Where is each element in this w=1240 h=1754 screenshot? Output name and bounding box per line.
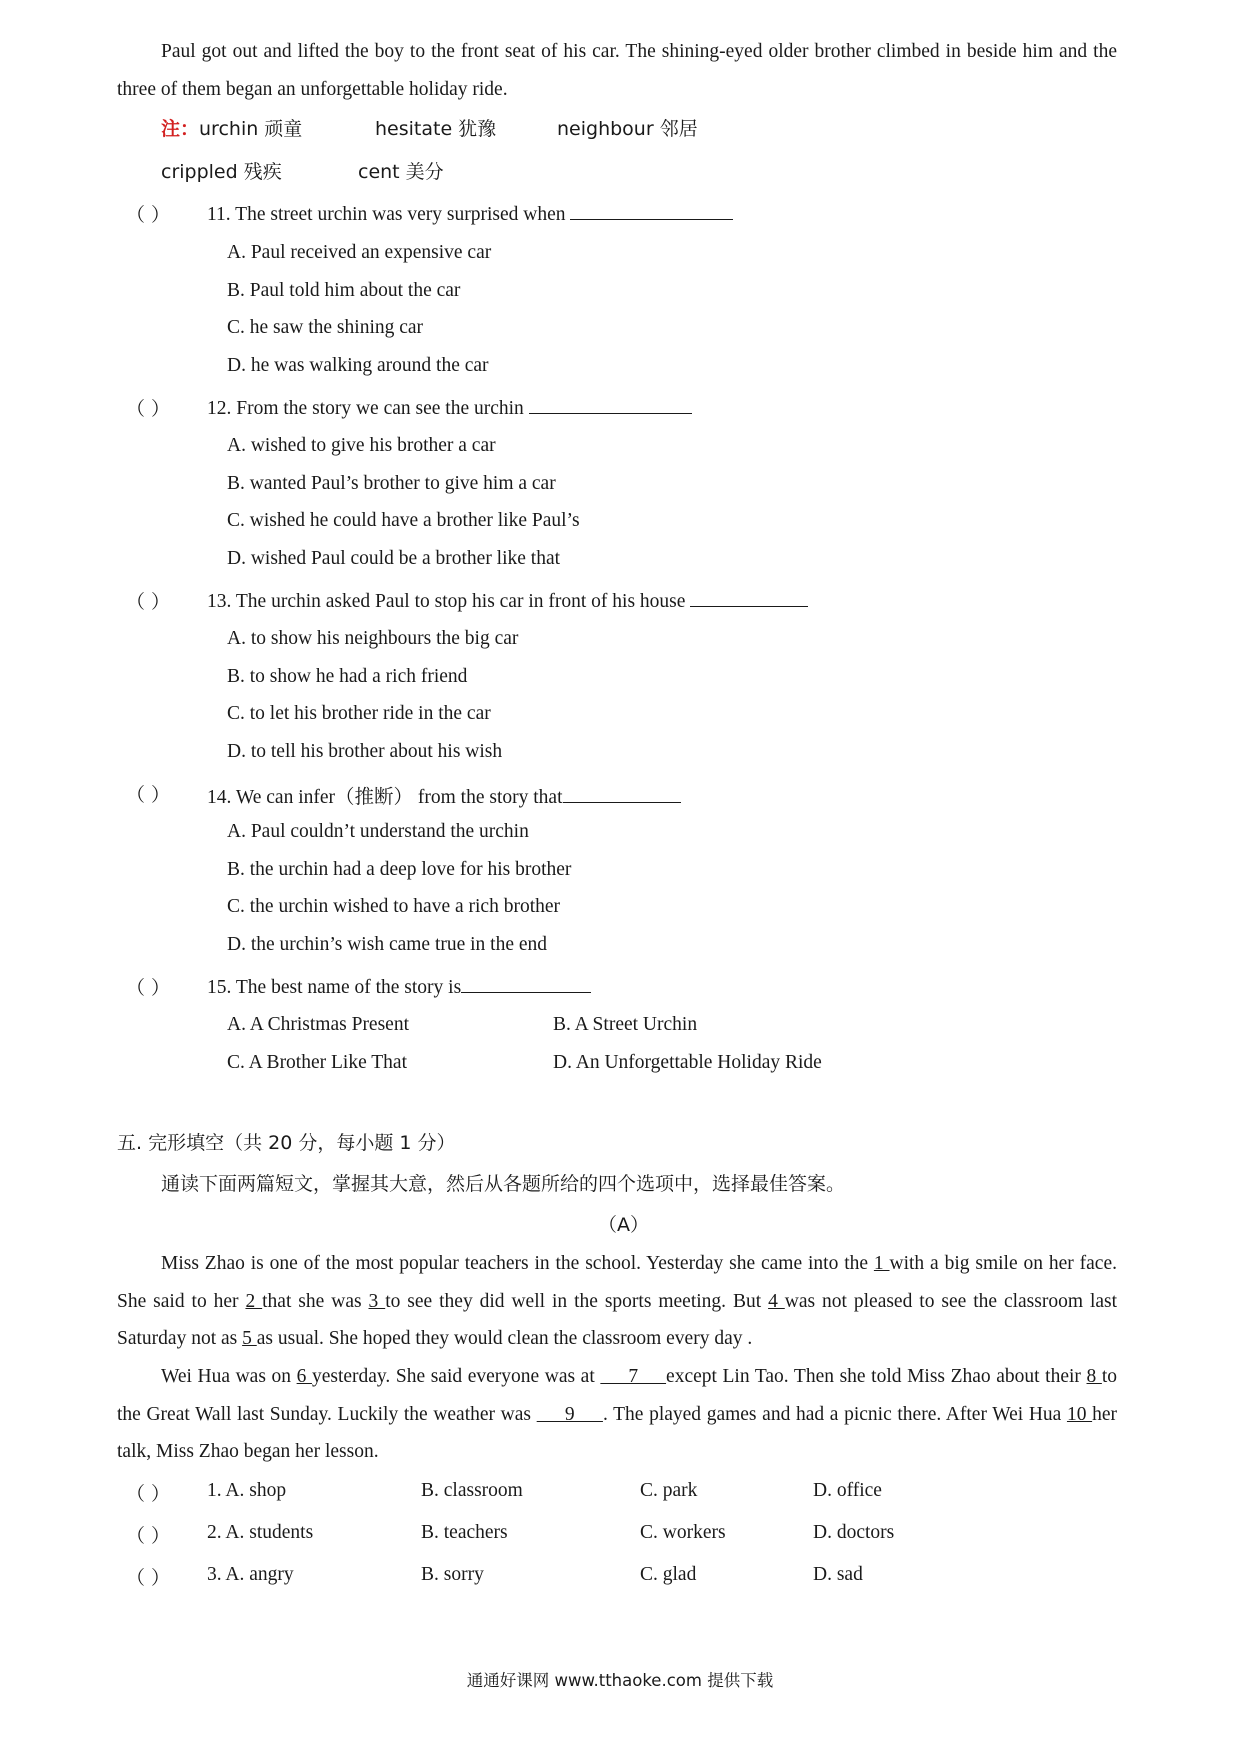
answer-bracket[interactable]: （ ） xyxy=(126,1483,171,1505)
question-12 xyxy=(207,395,692,420)
notes-label: 注： xyxy=(161,118,200,140)
option: B. teachers xyxy=(421,1522,508,1543)
notes-row-1 xyxy=(161,114,302,141)
answer-blank xyxy=(461,974,591,993)
option: C. he saw the shining car xyxy=(227,317,424,338)
question-14 xyxy=(207,781,681,809)
question-15 xyxy=(207,974,591,999)
option: C. park xyxy=(640,1480,698,1501)
option: C. wished he could have a brother like Paul’s xyxy=(227,510,580,531)
note-item: neighbour 邻居 xyxy=(557,118,698,140)
cloze-question-3: 3. A. angry xyxy=(207,1564,294,1585)
answer-blank xyxy=(570,201,733,220)
answer-bracket[interactable]: （ ） xyxy=(126,784,171,806)
section-heading: 五. 完形填空（共 20 分，每小题 1 分） xyxy=(117,1132,456,1154)
cloze-paragraph-1: Miss Zhao is one of the most popular teachers in the school. Yesterday she came into the 1 with a big smile on her face. She said to her 2 that she was 3 to see they did well in the sports meeting. But 4 was not pleased to see the classroom last Saturday not as 5 as usual. She hoped they would clean the classroom every day . xyxy=(117,1253,1118,1349)
answer-bracket[interactable]: （ ） xyxy=(126,398,171,420)
option: A. A Christmas Present xyxy=(227,1014,410,1035)
option: C. glad xyxy=(640,1564,697,1585)
option: D. doctors xyxy=(813,1522,895,1543)
option: B. to show he had a rich friend xyxy=(227,666,468,687)
note-item: crippled 残疾 xyxy=(161,161,282,183)
cloze-question-2: 2. A. students xyxy=(207,1522,314,1543)
cloze-blank: 8 xyxy=(1086,1366,1102,1387)
cloze-blank: 2 xyxy=(245,1290,263,1312)
answer-blank xyxy=(690,588,808,607)
option: B. classroom xyxy=(421,1480,523,1501)
question-stem: 12. From the story we can see the urchin xyxy=(207,398,529,419)
option: C. to let his brother ride in the car xyxy=(227,703,491,724)
question-stem: 14. We can infer（推断） from the story that xyxy=(207,787,563,808)
option: D. to tell his brother about his wish xyxy=(227,741,503,762)
note-item: urchin 顽童 xyxy=(199,118,303,140)
answer-blank xyxy=(563,784,681,803)
option: A. wished to give his brother a car xyxy=(227,435,496,456)
option: D. he was walking around the car xyxy=(227,355,489,376)
page-footer: 通通好课网 www.tthaoke.com 提供下载 xyxy=(466,1671,774,1690)
option: B. sorry xyxy=(421,1564,484,1585)
option: D. sad xyxy=(813,1564,863,1585)
part-label: （A） xyxy=(598,1214,649,1236)
cloze-blank: 4 xyxy=(768,1290,785,1312)
option: D. office xyxy=(813,1480,882,1501)
cloze-paragraph-2: Wei Hua was on 6 yesterday. She said everyone was at 7 except Lin Tao. Then she told Miss Zhao about their 8 to the Great Wall last Sunday. Luckily the weather was 9 . The played games and had a picnic there. After Wei Hua 10 her talk, Miss Zhao began her lesson. xyxy=(117,1366,1118,1462)
cloze-blank: 5 xyxy=(242,1328,257,1349)
answer-bracket[interactable]: （ ） xyxy=(126,977,171,999)
cloze-blank: 7 xyxy=(600,1366,667,1387)
answer-bracket[interactable]: （ ） xyxy=(126,591,171,613)
passage-final-paragraph: Paul got out and lifted the boy to the front seat of his car. The shining-eyed older brother climbed in beside him and the three of them began an unforgettable holiday ride. xyxy=(117,41,1117,100)
option: C. A Brother Like That xyxy=(227,1052,407,1073)
option: D. An Unforgettable Holiday Ride xyxy=(553,1052,822,1073)
option: B. A Street Urchin xyxy=(553,1014,698,1035)
answer-bracket[interactable]: （ ） xyxy=(126,1525,171,1547)
question-11 xyxy=(207,201,733,226)
cloze-blank: 10 xyxy=(1066,1403,1093,1425)
option: B. Paul told him about the car xyxy=(227,280,461,301)
answer-bracket[interactable]: （ ） xyxy=(126,204,171,226)
option: C. the urchin wished to have a rich brother xyxy=(227,896,561,917)
option: D. the urchin’s wish came true in the end xyxy=(227,934,548,955)
section-instruction: 通读下面两篇短文，掌握其大意，然后从各题所给的四个选项中，选择最佳答案。 xyxy=(161,1173,846,1195)
question-stem: 11. The street urchin was very surprised when xyxy=(207,204,571,225)
question-stem: 13. The urchin asked Paul to stop his car in front of his house xyxy=(207,591,691,612)
note-item: cent 美分 xyxy=(358,161,444,183)
cloze-blank: 1 xyxy=(873,1253,890,1274)
option: A. Paul received an expensive car xyxy=(227,242,492,263)
answer-bracket[interactable]: （ ） xyxy=(126,1567,171,1589)
option: D. wished Paul could be a brother like that xyxy=(227,548,561,569)
option: B. wanted Paul’s brother to give him a car xyxy=(227,473,556,494)
answer-blank xyxy=(529,395,692,414)
option: B. the urchin had a deep love for his brother xyxy=(227,859,572,880)
question-stem: 15. The best name of the story is xyxy=(207,977,462,998)
cloze-blank: 6 xyxy=(296,1366,312,1387)
question-13 xyxy=(207,588,808,613)
note-item: hesitate 犹豫 xyxy=(375,118,497,140)
cloze-blank: 3 xyxy=(368,1290,386,1312)
option: A. Paul couldn’t understand the urchin xyxy=(227,821,529,842)
cloze-blank: 9 xyxy=(536,1403,603,1425)
option: A. to show his neighbours the big car xyxy=(227,628,519,649)
option: C. workers xyxy=(640,1522,726,1543)
cloze-question-1: 1. A. shop xyxy=(207,1480,287,1501)
